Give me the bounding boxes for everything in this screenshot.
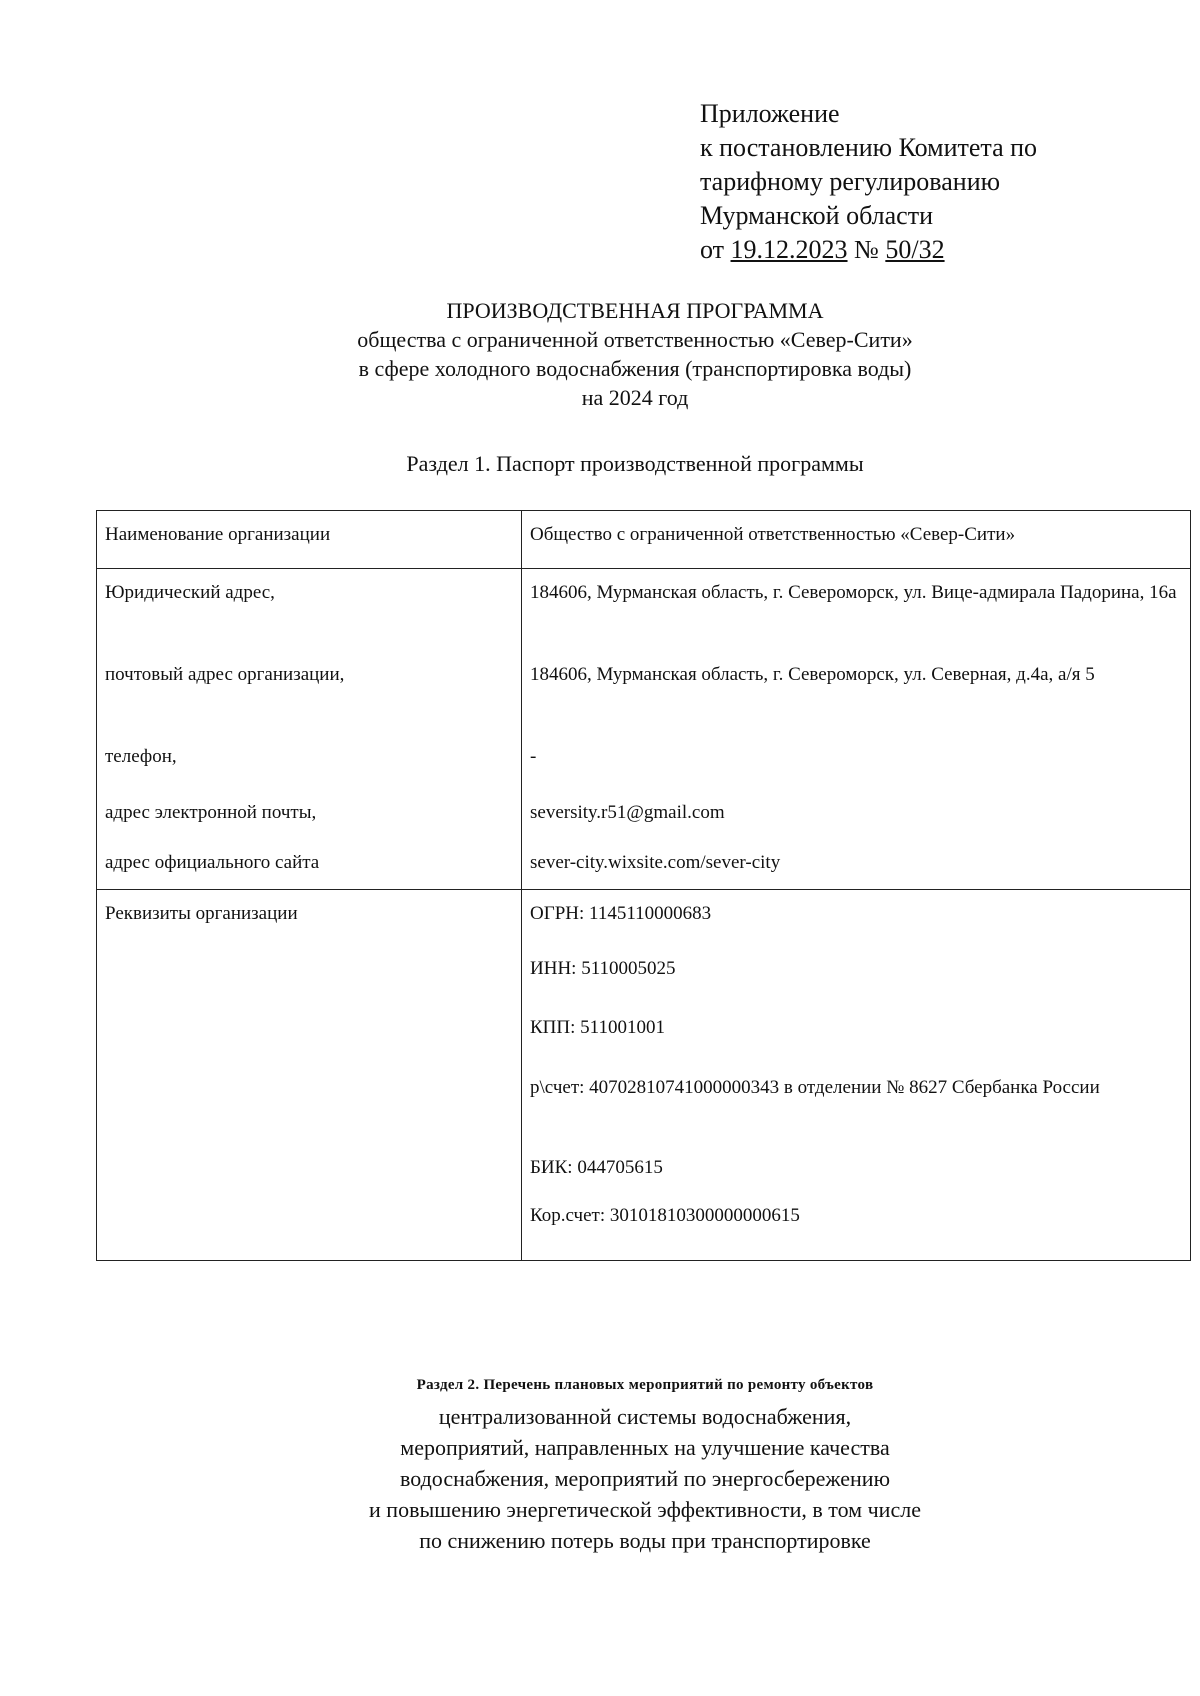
section2-line: централизованной системы водоснабжения, bbox=[438, 1404, 852, 1429]
title-line: на 2024 год bbox=[581, 385, 689, 410]
contacts-values bbox=[522, 569, 1191, 890]
resolution-number: 50/32 bbox=[885, 235, 945, 264]
email-label: адрес электронной почты, bbox=[105, 802, 317, 823]
legal-address-label: Юридический адрес, bbox=[105, 582, 275, 603]
document-title bbox=[0, 296, 1200, 412]
website-label: адрес официального сайта bbox=[105, 852, 320, 873]
ogrn: ОГРН: 1145110000683 bbox=[530, 903, 712, 924]
appendix-line: Мурманской области bbox=[700, 201, 933, 230]
bik: БИК: 044705615 bbox=[530, 1157, 663, 1178]
requisites-values bbox=[522, 890, 1191, 1261]
passport-table bbox=[96, 510, 1191, 1261]
section2-line: водоснабжения, мероприятий по энергосбережению bbox=[399, 1466, 891, 1491]
website-value: sever-city.wixsite.com/sever-city bbox=[530, 852, 781, 873]
section2-line: по снижению потерь воды при транспортировке bbox=[419, 1528, 871, 1553]
postal-address-label: почтовый адрес организации, bbox=[105, 664, 345, 685]
table-row bbox=[97, 890, 1191, 1261]
title-line: в сфере холодного водоснабжения (транспортировка воды) bbox=[358, 356, 912, 381]
table-row bbox=[97, 569, 1191, 890]
appendix-line: Приложение bbox=[700, 99, 840, 128]
org-name-value: Общество с ограниченной ответственностью «Север-Сити» bbox=[522, 511, 1191, 569]
table-row bbox=[97, 511, 1191, 569]
appendix-line: тарифному регулированию bbox=[700, 167, 1001, 196]
date-prefix: от bbox=[700, 235, 731, 264]
contacts-labels bbox=[97, 569, 522, 890]
section2-line: и повышению энергетической эффективности, в том числе bbox=[369, 1497, 921, 1522]
phone-value: - bbox=[530, 746, 537, 767]
appendix-header bbox=[700, 97, 1037, 267]
appendix-line: к постановлению Комитета по bbox=[700, 133, 1038, 162]
appendix-date-line bbox=[700, 233, 1037, 267]
email-value: seversity.r51@gmail.com bbox=[530, 802, 725, 823]
phone-label: телефон, bbox=[105, 746, 177, 767]
title-line: ПРОИЗВОДСТВЕННАЯ ПРОГРАММА bbox=[446, 298, 824, 323]
legal-address-value: 184606, Мурманская область, г. Североморск, ул. Вице-адмирала Падорина, 16а bbox=[530, 582, 1177, 603]
section2-line: Раздел 2. Перечень плановых мероприятий по ремонту объектов bbox=[416, 1377, 874, 1393]
title-line: общества с ограниченной ответственностью «Север-Сити» bbox=[357, 327, 913, 352]
resolution-date: 19.12.2023 bbox=[730, 235, 848, 264]
corr-account: Кор.счет: 30101810300000000615 bbox=[530, 1205, 800, 1226]
inn: ИНН: 5110005025 bbox=[530, 958, 676, 979]
section1-heading: Раздел 1. Паспорт производственной программы bbox=[406, 451, 864, 476]
requisites-label: Реквизиты организации bbox=[97, 890, 522, 1261]
org-name-label: Наименование организации bbox=[97, 511, 522, 569]
section2-line: мероприятий, направленных на улучшение качества bbox=[400, 1435, 890, 1460]
kpp: КПП: 511001001 bbox=[530, 1017, 665, 1038]
section2-heading bbox=[0, 1370, 1200, 1556]
bank-account: р\счет: 40702810741000000343 в отделении № 8627 Сбербанка России bbox=[530, 1077, 1100, 1098]
number-prefix: № bbox=[847, 235, 886, 264]
postal-address-value: 184606, Мурманская область, г. Североморск, ул. Северная, д.4а, а/я 5 bbox=[530, 664, 1095, 685]
